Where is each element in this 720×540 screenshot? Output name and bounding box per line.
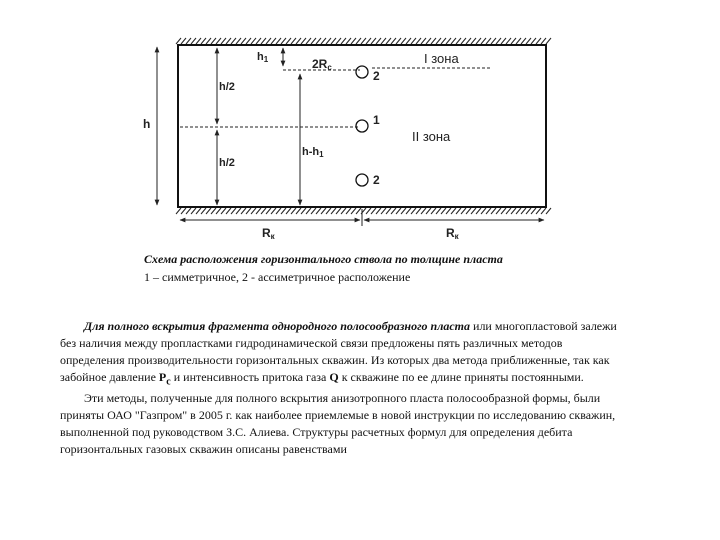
figure-caption-legend: 1 – симметричное, 2 - ассиметричное расположение	[144, 270, 411, 284]
hatch-stroke	[346, 38, 351, 44]
hatch-stroke	[216, 38, 221, 44]
hatch-stroke	[406, 208, 411, 214]
hatch-stroke	[471, 208, 476, 214]
hatch-stroke	[356, 208, 361, 214]
h-minus-h1-label: h-h1	[302, 146, 324, 159]
hatch-stroke	[341, 38, 346, 44]
paragraph-line: выполненной под руководством З.С. Алиева. Структуры расчетных формул для определения дебита	[60, 425, 573, 440]
hatch-stroke	[486, 38, 491, 44]
hatch-stroke	[441, 38, 446, 44]
hatch-stroke	[491, 38, 496, 44]
hatch-stroke	[201, 208, 206, 214]
hatch-stroke	[316, 38, 321, 44]
paragraph-line: приняты ОАО "Газпром" в 2005 г. как наиболее приемлемые в новой инструкции по исследованию скважин,	[60, 408, 616, 423]
hatch-stroke	[356, 38, 361, 44]
flow-symbol: Q	[329, 370, 339, 384]
hatch-stroke	[471, 38, 476, 44]
hatch-stroke	[221, 38, 226, 44]
hatch-stroke	[196, 208, 201, 214]
hatch-stroke	[266, 208, 271, 214]
hatch-stroke	[421, 38, 426, 44]
paragraph-line	[60, 369, 712, 390]
well-top-circle	[356, 66, 368, 78]
hatch-stroke	[541, 208, 546, 214]
hatch-stroke	[206, 38, 211, 44]
bottom-hatch	[176, 208, 551, 214]
paragraph-line: Эти методы, полученные для полного вскрытия анизотропного пласта полосообразной формы, были	[84, 391, 601, 406]
hatch-stroke	[341, 208, 346, 214]
hatch-stroke	[271, 208, 276, 214]
hatch-stroke	[426, 208, 431, 214]
hatch-stroke	[466, 208, 471, 214]
formation-boundary	[178, 45, 546, 207]
hatch-stroke	[181, 38, 186, 44]
hatch-stroke	[296, 208, 301, 214]
hatch-stroke	[446, 38, 451, 44]
hatch-stroke	[481, 38, 486, 44]
hatch-stroke	[186, 38, 191, 44]
hatch-stroke	[246, 38, 251, 44]
well-bottom-number: 2	[373, 173, 380, 187]
hatch-stroke	[416, 208, 421, 214]
hatch-stroke	[381, 208, 386, 214]
hatch-stroke	[516, 208, 521, 214]
paragraph-line	[60, 318, 712, 335]
reservoir-diagram	[0, 0, 720, 245]
hatch-stroke	[226, 208, 231, 214]
hatch-stroke	[251, 38, 256, 44]
hatch-stroke	[226, 38, 231, 44]
hatch-stroke	[311, 38, 316, 44]
hatch-stroke	[481, 208, 486, 214]
hatch-stroke	[486, 208, 491, 214]
hatch-stroke	[221, 208, 226, 214]
hatch-stroke	[371, 38, 376, 44]
h-half-lower-label: h/2	[219, 157, 235, 169]
hatch-stroke	[281, 38, 286, 44]
hatch-stroke	[271, 38, 276, 44]
hatch-stroke	[331, 208, 336, 214]
hatch-stroke	[526, 38, 531, 44]
hatch-stroke	[451, 208, 456, 214]
text-span: забойное давление	[60, 370, 159, 384]
hatch-stroke	[361, 38, 366, 44]
hatch-stroke	[286, 208, 291, 214]
hatch-stroke	[241, 38, 246, 44]
hatch-stroke	[376, 38, 381, 44]
text-span: и интенсивность притока газа	[170, 370, 330, 384]
hatch-stroke	[521, 38, 526, 44]
hatch-stroke	[261, 208, 266, 214]
text-span: или многопластовой залежи	[470, 319, 617, 333]
zone-2-label: II зона	[412, 129, 451, 144]
pressure-symbol: P	[158, 370, 167, 384]
hatch-stroke	[396, 38, 401, 44]
hatch-stroke	[236, 208, 241, 214]
hatch-stroke	[286, 38, 291, 44]
text-span: к скважине по ее длине приняты постоянными.	[338, 370, 584, 384]
hatch-stroke	[406, 38, 411, 44]
hatch-stroke	[176, 38, 181, 44]
hatch-stroke	[496, 208, 501, 214]
hatch-stroke	[466, 38, 471, 44]
hatch-stroke	[511, 208, 516, 214]
hatch-stroke	[336, 38, 341, 44]
paragraph-line: определения производительности горизонтальных скважин. Из которых два метода приближенные, так как	[60, 353, 610, 367]
hatch-stroke	[326, 208, 331, 214]
figure-caption-title: Схема расположения горизонтального ствола по толщине пласта	[144, 252, 503, 266]
emphasized-phrase: Для полного вскрытия фрагмента однородного полосообразного пласта	[84, 319, 471, 333]
hatch-stroke	[476, 208, 481, 214]
hatch-stroke	[366, 38, 371, 44]
hatch-stroke	[346, 208, 351, 214]
two-rc-label: 2Rc	[312, 57, 332, 72]
rk-right-label: Rк	[446, 226, 459, 241]
hatch-stroke	[401, 208, 406, 214]
hatch-stroke	[371, 208, 376, 214]
hatch-stroke	[516, 38, 521, 44]
hatch-stroke	[281, 208, 286, 214]
hatch-stroke	[266, 38, 271, 44]
hatch-stroke	[241, 208, 246, 214]
hatch-stroke	[511, 38, 516, 44]
hatch-stroke	[376, 208, 381, 214]
hatch-stroke	[416, 38, 421, 44]
hatch-stroke	[191, 38, 196, 44]
hatch-stroke	[426, 38, 431, 44]
hatch-stroke	[381, 38, 386, 44]
hatch-stroke	[201, 38, 206, 44]
hatch-stroke	[211, 208, 216, 214]
hatch-stroke	[231, 208, 236, 214]
hatch-stroke	[386, 38, 391, 44]
hatch-stroke	[526, 208, 531, 214]
hatch-stroke	[306, 208, 311, 214]
hatch-stroke	[296, 38, 301, 44]
hatch-stroke	[366, 208, 371, 214]
hatch-stroke	[181, 208, 186, 214]
hatch-stroke	[436, 208, 441, 214]
hatch-stroke	[211, 38, 216, 44]
hatch-stroke	[256, 38, 261, 44]
hatch-stroke	[331, 38, 336, 44]
top-hatch	[176, 38, 551, 44]
hatch-stroke	[246, 208, 251, 214]
hatch-stroke	[321, 208, 326, 214]
hatch-stroke	[251, 208, 256, 214]
hatch-stroke	[256, 208, 261, 214]
hatch-stroke	[316, 208, 321, 214]
hatch-stroke	[231, 38, 236, 44]
hatch-stroke	[531, 38, 536, 44]
h1-label: h1	[257, 51, 269, 64]
hatch-stroke	[411, 208, 416, 214]
hatch-stroke	[216, 208, 221, 214]
hatch-stroke	[446, 208, 451, 214]
hatch-stroke	[461, 208, 466, 214]
hatch-stroke	[496, 38, 501, 44]
hatch-stroke	[476, 38, 481, 44]
hatch-stroke	[196, 38, 201, 44]
hatch-stroke	[541, 38, 546, 44]
hatch-stroke	[191, 208, 196, 214]
hatch-stroke	[546, 38, 551, 44]
hatch-stroke	[186, 208, 191, 214]
hatch-stroke	[436, 38, 441, 44]
zone-1-label: I зона	[424, 51, 459, 66]
h-half-upper-label: h/2	[219, 81, 235, 93]
hatch-stroke	[456, 38, 461, 44]
hatch-stroke	[441, 208, 446, 214]
hatch-stroke	[326, 38, 331, 44]
hatch-stroke	[291, 208, 296, 214]
well-bottom-circle	[356, 174, 368, 186]
hatch-stroke	[431, 38, 436, 44]
hatch-stroke	[311, 208, 316, 214]
hatch-stroke	[276, 208, 281, 214]
hatch-stroke	[536, 208, 541, 214]
well-top-number: 2	[373, 69, 380, 83]
hatch-stroke	[236, 38, 241, 44]
hatch-stroke	[391, 208, 396, 214]
hatch-stroke	[461, 38, 466, 44]
hatch-stroke	[521, 208, 526, 214]
hatch-stroke	[301, 38, 306, 44]
rk-left-label: Rк	[262, 226, 275, 241]
hatch-stroke	[391, 38, 396, 44]
hatch-stroke	[491, 208, 496, 214]
hatch-stroke	[261, 38, 266, 44]
hatch-stroke	[351, 208, 356, 214]
pressure-subscript: с	[166, 376, 171, 388]
hatch-stroke	[431, 208, 436, 214]
hatch-stroke	[506, 38, 511, 44]
well-mid-circle	[356, 120, 368, 132]
hatch-stroke	[536, 38, 541, 44]
h-total-label: h	[143, 117, 151, 131]
body-text	[60, 318, 712, 458]
paragraph-line: горизонтальных газовых скважин описаны равенствами	[60, 442, 347, 457]
hatch-stroke	[336, 208, 341, 214]
hatch-stroke	[276, 38, 281, 44]
hatch-stroke	[206, 208, 211, 214]
hatch-stroke	[351, 38, 356, 44]
hatch-stroke	[301, 208, 306, 214]
well-mid-number: 1	[373, 113, 380, 127]
hatch-stroke	[451, 38, 456, 44]
paragraph-line: без наличия между пропластками гидродинамической связи предложены пять различных методов	[60, 336, 563, 350]
hatch-stroke	[531, 208, 536, 214]
hatch-stroke	[506, 208, 511, 214]
hatch-stroke	[291, 38, 296, 44]
hatch-stroke	[401, 38, 406, 44]
hatch-stroke	[501, 38, 506, 44]
hatch-stroke	[501, 208, 506, 214]
hatch-stroke	[456, 208, 461, 214]
hatch-stroke	[321, 38, 326, 44]
hatch-stroke	[411, 38, 416, 44]
hatch-stroke	[421, 208, 426, 214]
hatch-stroke	[396, 208, 401, 214]
hatch-stroke	[546, 208, 551, 214]
hatch-stroke	[306, 38, 311, 44]
hatch-stroke	[386, 208, 391, 214]
hatch-stroke	[176, 208, 181, 214]
